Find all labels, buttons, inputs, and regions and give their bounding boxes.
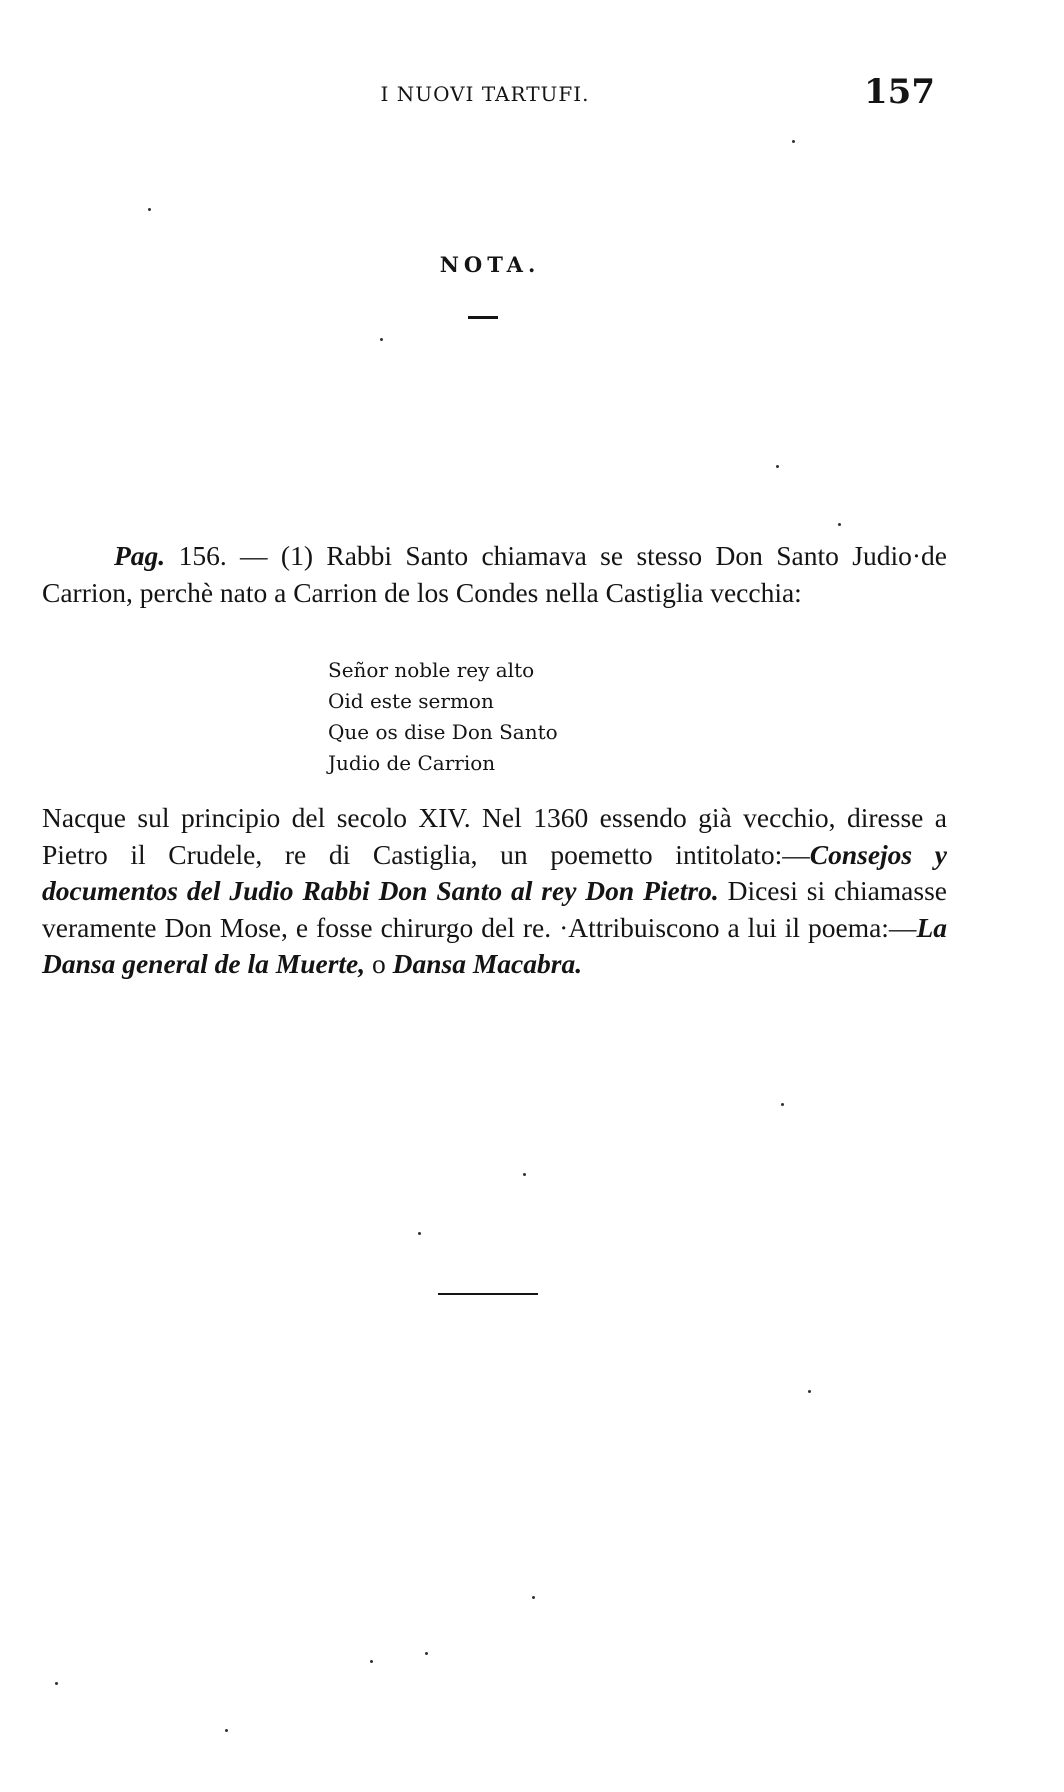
verse-line: Señor noble rey alto: [328, 658, 535, 682]
note-paragraph-1-text: 156. — (1) Rabbi Santo chiamava se stesso Don Santo Judio·de Carrion, perchè nato a Carrion de los Condes nella Castiglia vecchia:: [42, 540, 947, 608]
scan-speck: [425, 1652, 428, 1655]
verse-line: Oid este sermon: [328, 689, 494, 713]
paragraph-2-text-b: Dicesi si chiamasse veramente Don Mose, e fosse chirurgo del re. ·Attribuiscono a lui il poema:—: [42, 875, 947, 943]
paragraph-2-text-a: Nacque sul principio del secolo XIV. Nel 1360 essendo già vecchio, diresse a Pietro il Crudele, re di Castiglia, un poemetto intitolato:—: [42, 802, 947, 870]
page-reference-label: Pag.: [114, 540, 166, 571]
scan-speck: [370, 1660, 373, 1663]
ornamental-rule-top: [468, 316, 498, 319]
work-title-dansa-macabra: Dansa Macabra.: [392, 948, 583, 979]
work-title-consejos: Consejos y documentos del Judio Rabbi Don Santo al rey Don Pietro.: [42, 838, 947, 906]
scan-speck: [808, 1390, 811, 1393]
scan-speck: [838, 523, 841, 526]
scan-speck: [148, 208, 151, 211]
scan-speck: [776, 465, 779, 468]
scan-speck: [380, 338, 383, 341]
verse-line: Judio de Carrion: [328, 751, 496, 775]
scan-speck: [792, 140, 795, 143]
scan-speck: [523, 1173, 526, 1176]
verse-quotation: [328, 655, 728, 779]
running-title: I NUOVI TARTUFI.: [380, 82, 590, 106]
note-heading: NOTA.: [439, 252, 541, 277]
ornamental-rule-bottom: [438, 1293, 538, 1295]
scan-speck: [225, 1729, 228, 1732]
work-title-dansa-general: La Dansa general de la Muerte,: [42, 911, 947, 979]
paragraph-2-text-c: o: [365, 948, 393, 979]
verse-line: Que os dise Don Santo: [328, 720, 558, 744]
scan-speck: [418, 1232, 421, 1235]
scan-speck: [532, 1596, 535, 1599]
note-paragraph-1: [42, 538, 947, 611]
scan-speck: [55, 1682, 58, 1685]
note-paragraph-2: [42, 800, 947, 983]
page-number: 157: [864, 72, 935, 112]
scan-speck: [781, 1103, 784, 1106]
